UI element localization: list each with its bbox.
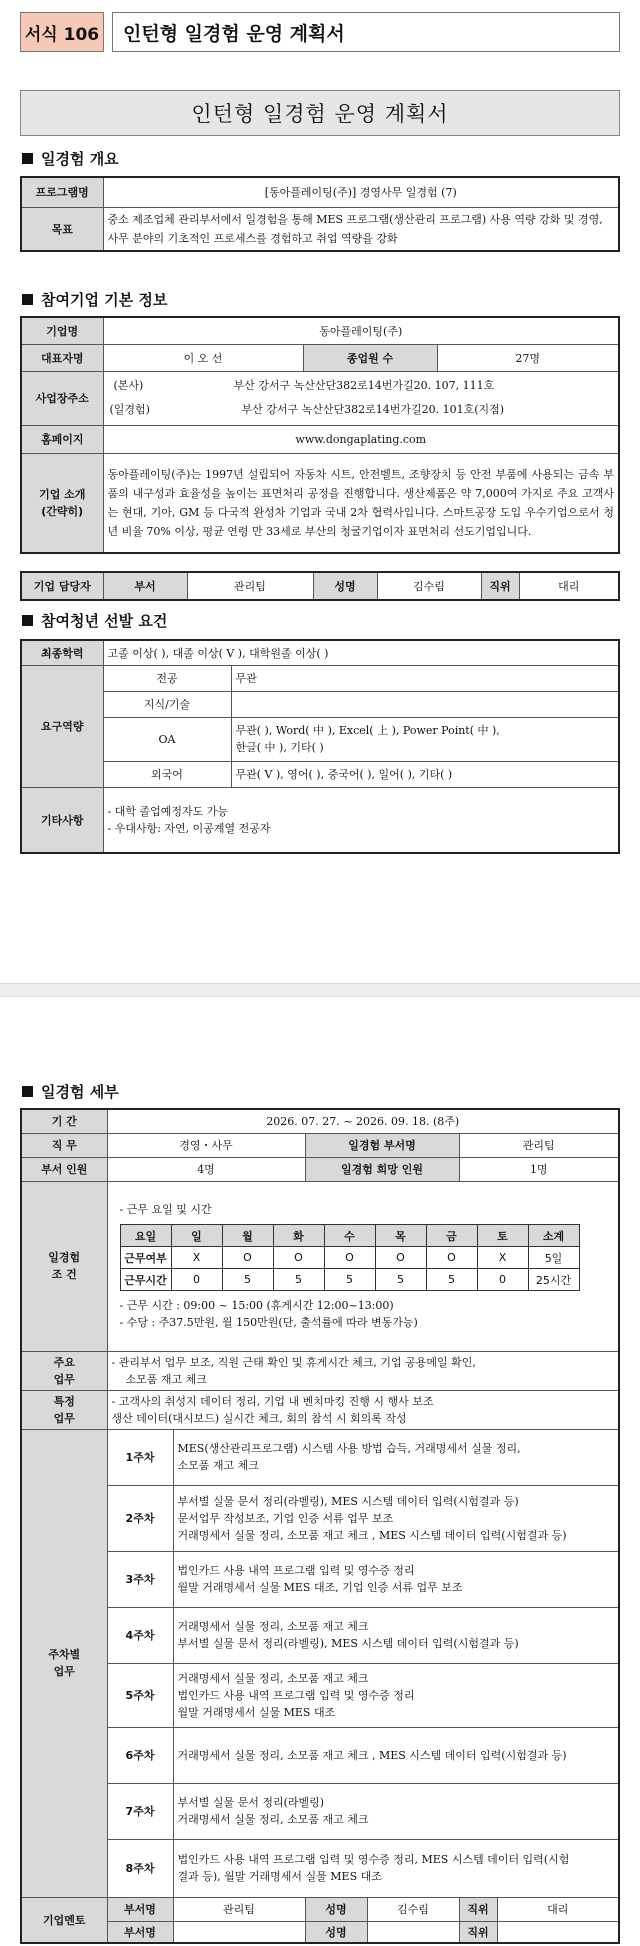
contact-dept-label: 부서 xyxy=(103,572,187,600)
schedule-header-cell: 요일 xyxy=(120,1225,171,1247)
week-task-line: 결과 등), 월말 거래명세서 실물 MES 대조 xyxy=(177,1870,382,1883)
form-number-badge: 서식 106 xyxy=(20,12,104,52)
schedule-cell: O xyxy=(375,1247,426,1269)
main-duty-line: - 관리부서 업무 보조, 직원 근태 확인 및 휴게시간 체크, 기업 공용메일 확인, xyxy=(111,1355,476,1369)
oa-label: OA xyxy=(103,717,231,761)
mentor2-dept-value xyxy=(173,1921,305,1943)
week-label: 5주차 xyxy=(107,1663,173,1727)
week-task-line: 거래명세서 실물 정리, 소모품 재고 체크 , MES 시스템 데이터 입력(시험결과 등) xyxy=(177,1528,567,1542)
contact-dept-value: 관리팀 xyxy=(187,572,313,600)
mentor-dept-label: 부서명 xyxy=(107,1897,173,1921)
main-duty-label xyxy=(21,1351,107,1390)
mentor-name-label: 성명 xyxy=(305,1897,367,1921)
schedule-row-label: 근무시간 xyxy=(120,1269,171,1291)
oa-value-line: 무관( ), Word( 中 ), Excel( 上 ), Power Point( 中 ), xyxy=(235,724,500,737)
week-task-line: 월말 거래명세서 실물 MES 대조, 기업 인증 서류 업무 보조 xyxy=(177,1581,463,1594)
week-tasks xyxy=(173,1727,619,1783)
schedule-header-cell: 일 xyxy=(171,1225,222,1247)
special-duty-line: 생산 데이터(대시보드) 실시간 체크, 회의 참석 시 회의록 작성 xyxy=(111,1411,407,1425)
schedule-header-row xyxy=(120,1225,579,1247)
mentor2-name-value xyxy=(367,1921,459,1943)
company-table xyxy=(20,316,620,554)
week-tasks xyxy=(173,1429,619,1485)
contact-position-value: 대리 xyxy=(519,572,619,600)
week-task-line: 거래명세서 실물 정리, 소모품 재고 체크 , MES 시스템 데이터 입력(시험결과 등) xyxy=(177,1748,567,1762)
major-label: 전공 xyxy=(103,665,231,691)
details-table xyxy=(20,1108,620,1944)
homepage-label: 홈페이지 xyxy=(21,425,103,453)
education-label: 최종학력 xyxy=(21,640,103,665)
weekly-duty-label-line: 업무 xyxy=(53,1665,75,1678)
employees-label: 종업원 수 xyxy=(303,344,437,371)
schedule-header-cell: 목 xyxy=(375,1225,426,1247)
page-break xyxy=(0,983,640,997)
contact-position-label: 직위 xyxy=(481,572,519,600)
staff-value: 4명 xyxy=(107,1157,305,1181)
week-label: 7주차 xyxy=(107,1783,173,1839)
language-value: 무관( V ), 영어( ), 중국어( ), 일어( ), 기타( ) xyxy=(231,761,619,787)
contact-name-value: 김수림 xyxy=(377,572,481,600)
week-task-line: 문서업무 작성보조, 기업 인증 서류 업무 보조 xyxy=(177,1511,394,1525)
etc-line: - 우대사항: 자연, 이공계열 전공자 xyxy=(107,821,271,835)
dept-name-value: 관리팀 xyxy=(459,1133,619,1157)
hope-count-label: 일경험 희망 인원 xyxy=(305,1157,459,1181)
company-name-label: 기업명 xyxy=(21,317,103,344)
schedule-header-cell: 금 xyxy=(426,1225,477,1247)
week-task-line: 부서별 실물 문서 정리(라벨링) xyxy=(177,1796,325,1809)
weekly-duty-label xyxy=(21,1429,107,1897)
section-title: 참여청년 선발 요건 xyxy=(41,612,168,630)
language-label: 외국어 xyxy=(103,761,231,787)
square-bullet-icon xyxy=(22,615,33,626)
conditions-value xyxy=(107,1181,619,1351)
section-title: 일경험 개요 xyxy=(41,150,119,168)
company-intro-label-line: 기업 소개 xyxy=(39,487,86,501)
schedule-cell: X xyxy=(477,1247,528,1269)
period-label: 기 간 xyxy=(21,1109,107,1133)
week-task-line: 법인카드 사용 내역 프로그램 입력 및 영수증 정리 xyxy=(177,1688,415,1702)
contact-label: 기업 담당자 xyxy=(21,572,103,600)
etc-label: 기타사항 xyxy=(21,787,103,853)
schedule-row-label: 근무여부 xyxy=(120,1247,171,1269)
mentor2-name-label: 성명 xyxy=(305,1921,367,1943)
company-intro-value: 동아플레이팅(주)는 1997년 설립되어 자동차 시트, 안전벨트, 조향장치 등 안전 부품에 사용되는 금속 부품의 내구성과 효율성을 높이는 표면처리 공정을 진행합니다. 생산제품은 약 7,000여 가지로 주요 고객사는 현대, 기아, GM 등 다국적 완성차 기업과 국내 2차 협력사입니다. 스마트공장 도입 우수기업으로서 청년 비율 70% 이상, 평균 연령 만 33세로 부산의 청굴기업이자 표면처리 선도기업입니다. xyxy=(103,453,619,553)
duty-value: 경영・사무 xyxy=(107,1133,305,1157)
week-task-line: 거래명세서 실물 정리, 소모품 재고 체크 xyxy=(177,1671,369,1685)
week-tasks xyxy=(173,1663,619,1727)
section-heading-requirements xyxy=(22,610,167,631)
section-heading-overview xyxy=(22,148,119,169)
form-header-title: 인턴형 일경험 운영 계획서 xyxy=(112,12,620,52)
main-duty-label-line: 업무 xyxy=(53,1372,75,1386)
schedule-cell: 0 xyxy=(477,1269,528,1291)
address-hq-tag: (본사) xyxy=(113,379,144,392)
weekly-duty-label-line: 주차별 xyxy=(48,1648,81,1661)
week-task-line: 월말 거래명세서 실물 MES 대조 xyxy=(177,1705,336,1719)
schedule-cell: 0 xyxy=(171,1269,222,1291)
section-heading-company xyxy=(22,289,167,310)
schedule-cell: O xyxy=(273,1247,324,1269)
schedule-row-hours xyxy=(120,1269,579,1291)
etc-value xyxy=(103,787,619,853)
education-value: 고졸 이상( ), 대졸 이상( V ), 대학원졸 이상( ) xyxy=(103,640,619,665)
schedule-header-cell: 수 xyxy=(324,1225,375,1247)
week-task-line: 소모품 재고 체크 xyxy=(177,1459,259,1472)
week-tasks xyxy=(173,1783,619,1839)
week-tasks xyxy=(173,1607,619,1663)
form-header xyxy=(20,12,620,52)
conditions-pay: - 수당 : 주37.5만원, 월 150만원(단, 출석률에 따라 변동가능) xyxy=(119,1316,418,1329)
special-duty-label-line: 특정 xyxy=(53,1394,75,1408)
program-name-value: [동아플레이팅(주)] 경영사무 일경험 (7) xyxy=(103,177,619,207)
overview-table xyxy=(20,176,620,252)
square-bullet-icon xyxy=(22,294,33,305)
requirements-table xyxy=(20,639,620,854)
hope-count-value: 1명 xyxy=(459,1157,619,1181)
mentor2-position-value xyxy=(497,1921,619,1943)
special-duty-label-line: 업무 xyxy=(53,1411,75,1425)
major-value: 무관 xyxy=(231,665,619,691)
ceo-value: 이 오 선 xyxy=(103,344,303,371)
oa-value-line: 한글( 中 ), 기타( ) xyxy=(235,741,324,754)
knowledge-label: 지식/기술 xyxy=(103,691,231,717)
oa-value xyxy=(231,717,619,761)
special-duty-label xyxy=(21,1390,107,1429)
week-label: 1주차 xyxy=(107,1429,173,1485)
homepage-link[interactable]: www.dongaplating.com xyxy=(103,425,619,453)
section-heading-details xyxy=(22,1081,119,1102)
week-tasks xyxy=(173,1485,619,1551)
staff-label: 부서 인원 xyxy=(21,1157,107,1181)
week-task-line: 부서별 실물 문서 정리(라벨링), MES 시스템 데이터 입력(시험결과 등) xyxy=(177,1494,519,1508)
conditions-label-line: 조 건 xyxy=(51,1268,77,1281)
schedule-header-cell: 토 xyxy=(477,1225,528,1247)
dept-name-label: 일경험 부서명 xyxy=(305,1133,459,1157)
schedule-cell: 5 xyxy=(273,1269,324,1291)
program-name-label: 프로그램명 xyxy=(21,177,103,207)
week-label: 3주차 xyxy=(107,1551,173,1607)
special-duty-line: - 고객사의 취성지 데이터 정리, 기업 내 벤치마킹 진행 시 행사 보조 xyxy=(111,1394,434,1408)
address-label: 사업장주소 xyxy=(21,371,103,425)
goal-value: 중소 제조업체 관리부서에서 일경험을 통해 MES 프로그램(생산관리 프로그램) 사용 역량 강화 및 경영, 사무 분야의 기초적인 프로세스를 경험하고 취업 역량을 강화 xyxy=(103,207,619,251)
address-work-tag: (일경험) xyxy=(109,403,150,416)
week-tasks xyxy=(173,1839,619,1897)
main-duty-line: 소모품 재고 체크 xyxy=(125,1372,207,1386)
schedule-header-cell: 소계 xyxy=(528,1225,579,1247)
section-title: 참여기업 기본 정보 xyxy=(41,291,168,309)
week-task-line: MES(생산관리프로그램) 시스템 사용 방법 습득, 거래명세서 실물 정리, xyxy=(177,1442,521,1455)
week-label: 8주차 xyxy=(107,1839,173,1897)
conditions-label-line: 일경험 xyxy=(48,1251,81,1264)
schedule-cell: 5 xyxy=(426,1269,477,1291)
week-label: 4주차 xyxy=(107,1607,173,1663)
mentor-position-value: 대리 xyxy=(497,1897,619,1921)
week-task-line: 법인카드 사용 내역 프로그램 입력 및 영수증 정리, MES 시스템 데이터 입력(시험 xyxy=(177,1853,570,1866)
contact-name-label: 성명 xyxy=(313,572,377,600)
address-hq: 부산 강서구 녹산산단382로14번가길20. 107, 111호 xyxy=(233,379,495,392)
schedule-row-workdays xyxy=(120,1247,579,1269)
schedule-table xyxy=(120,1224,580,1291)
company-intro-label xyxy=(21,453,103,553)
week-label: 2주차 xyxy=(107,1485,173,1551)
mentor2-position-label: 직위 xyxy=(459,1921,497,1943)
schedule-cell: 5 xyxy=(375,1269,426,1291)
week-label: 6주차 xyxy=(107,1727,173,1783)
conditions-intro: - 근무 요일 및 시간 xyxy=(119,1203,212,1216)
etc-line: - 대학 졸업예정자도 가능 xyxy=(107,804,228,818)
schedule-cell: O xyxy=(324,1247,375,1269)
mentor-name-value: 김수림 xyxy=(367,1897,459,1921)
company-intro-label-line: (간략히) xyxy=(41,504,84,518)
schedule-cell: 25시간 xyxy=(528,1269,579,1291)
schedule-cell: O xyxy=(426,1247,477,1269)
week-tasks xyxy=(173,1551,619,1607)
square-bullet-icon xyxy=(22,153,33,164)
week-task-line: 법인카드 사용 내역 프로그램 입력 및 영수증 정리 xyxy=(177,1564,415,1577)
mentor-position-label: 직위 xyxy=(459,1897,497,1921)
schedule-cell: 5일 xyxy=(528,1247,579,1269)
address-work: 부산 강서구 녹산산단382로14번가길20. 101호(지점) xyxy=(241,403,505,416)
section-title: 일경험 세부 xyxy=(41,1083,119,1101)
mentor2-dept-label: 부서명 xyxy=(107,1921,173,1943)
main-duty-label-line: 주요 xyxy=(53,1355,75,1369)
week-task-line: 부서별 실물 문서 정리(라벨링), MES 시스템 데이터 입력(시험결과 등) xyxy=(177,1637,519,1650)
special-duty-value xyxy=(107,1390,619,1429)
main-duty-value xyxy=(107,1351,619,1390)
week-task-line: 거래명세서 실물 정리, 소모품 재고 체크 xyxy=(177,1813,369,1826)
contact-table xyxy=(20,571,620,601)
mentor-label: 기업멘토 xyxy=(21,1897,107,1943)
duty-label: 직 무 xyxy=(21,1133,107,1157)
document-title: 인턴형 일경험 운영 계획서 xyxy=(20,90,620,136)
period-value: 2026. 07. 27. ~ 2026. 09. 18. (8주) xyxy=(107,1109,619,1133)
schedule-cell: 5 xyxy=(324,1269,375,1291)
square-bullet-icon xyxy=(22,1086,33,1097)
schedule-header-cell: 월 xyxy=(222,1225,273,1247)
schedule-cell: 5 xyxy=(222,1269,273,1291)
ceo-label: 대표자명 xyxy=(21,344,103,371)
competency-label: 요구역량 xyxy=(21,665,103,787)
employees-value: 27명 xyxy=(437,344,619,371)
knowledge-value xyxy=(231,691,619,717)
schedule-cell: O xyxy=(222,1247,273,1269)
address-value xyxy=(103,371,619,425)
goal-label: 목표 xyxy=(21,207,103,251)
company-name-value: 동아플레이팅(주) xyxy=(103,317,619,344)
mentor-dept-value: 관리팀 xyxy=(173,1897,305,1921)
schedule-header-cell: 화 xyxy=(273,1225,324,1247)
schedule-cell: X xyxy=(171,1247,222,1269)
conditions-label xyxy=(21,1181,107,1351)
week-task-line: 거래명세서 실물 정리, 소모품 재고 체크 xyxy=(177,1620,369,1633)
conditions-work-time: - 근무 시간 : 09:00 ~ 15:00 (휴게시간 12:00~13:00) xyxy=(119,1299,394,1312)
